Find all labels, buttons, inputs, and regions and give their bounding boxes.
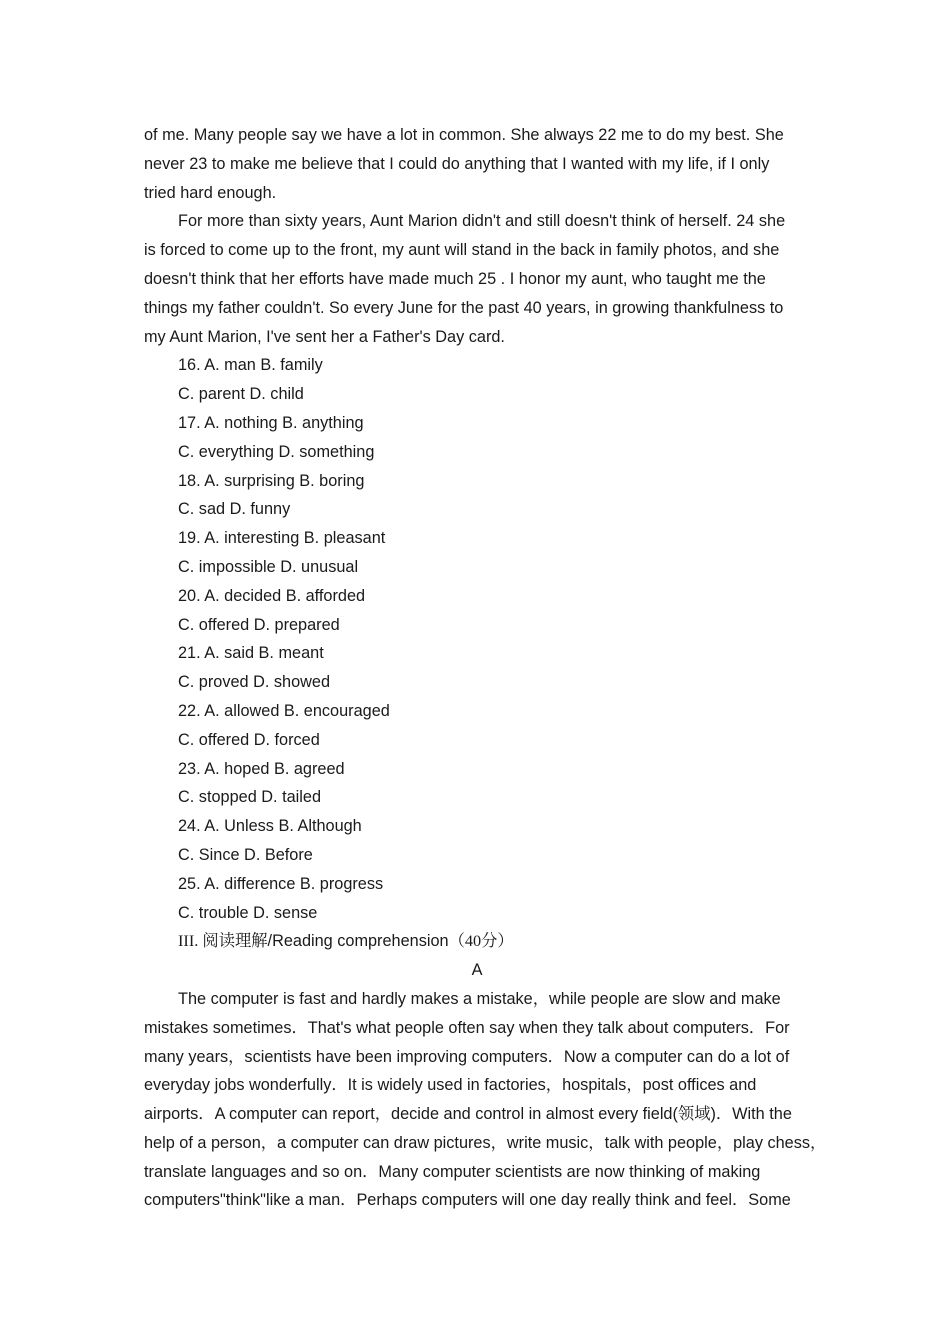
question-options: 20. A. decided B. afforded xyxy=(178,586,366,605)
reading-line: computers"think"like a man．Perhaps computers will one day really think and feel．Some xyxy=(144,1191,791,1210)
passage-label: A xyxy=(471,961,483,980)
question-options: C. parent D. child xyxy=(178,385,304,404)
reading-line: airports．A computer can report，decide and control in almost every field(领域)．With the xyxy=(144,1105,792,1124)
reading-line: many years，scientists have been improving computers．Now a computer can do a lot of xyxy=(144,1047,790,1066)
section-title-en: /Reading comprehension xyxy=(267,932,449,951)
passage-line: never 23 to make me believe that I could do anything that I wanted with my life, if I only xyxy=(144,154,770,173)
document-page xyxy=(144,121,827,1215)
passage-line: my Aunt Marion, I've sent her a Father's Day card. xyxy=(144,327,505,346)
question-options: C. offered D. forced xyxy=(178,730,320,749)
section-points: （40分） xyxy=(448,931,514,951)
question-options: 25. A. difference B. progress xyxy=(178,874,384,893)
question-options: C. sad D. funny xyxy=(178,500,291,519)
passage-line: is forced to come up to the front, my aunt will stand in the back in family photos, and she xyxy=(144,241,780,260)
passage-line: of me. Many people say we have a lot in common. She always 22 me to do my best. She xyxy=(144,126,784,144)
question-options: C. Since D. Before xyxy=(178,845,313,864)
question-options: C. stopped D. tailed xyxy=(178,788,321,807)
section-heading xyxy=(144,927,810,956)
question-options: 17. A. nothing B. anything xyxy=(178,413,364,432)
section-title-cn: 阅读理解 xyxy=(202,931,268,951)
reading-line: translate languages and so on．Many computer scientists are now thinking of making xyxy=(144,1162,761,1181)
passage-line: things my father couldn't. So every June for the past 40 years, in growing thankfulness to xyxy=(144,298,784,317)
question-options: C. proved D. showed xyxy=(178,673,331,692)
question-options: 16. A. man B. family xyxy=(178,356,323,375)
question-options: C. trouble D. sense xyxy=(178,903,318,922)
question-options: 21. A. said B. meant xyxy=(178,644,324,663)
question-options: C. impossible D. unusual xyxy=(178,557,359,576)
question-options: 18. A. surprising B. boring xyxy=(178,471,365,490)
passage-line: For more than sixty years, Aunt Marion didn't and still doesn't think of herself. 24 she xyxy=(178,212,786,231)
reading-line: mistakes sometimes．That's what people often say when they talk about computers．For xyxy=(144,1018,790,1037)
question-options: C. everything D. something xyxy=(178,442,375,461)
question-options: 24. A. Unless B. Although xyxy=(178,817,362,836)
reading-line: The computer is fast and hardly makes a mistake，while people are slow and make xyxy=(178,989,781,1008)
passage-line: tried hard enough. xyxy=(144,183,277,202)
reading-line: everyday jobs wonderfully．It is widely used in factories，hospitals，post offices and xyxy=(144,1076,757,1095)
question-options: 23. A. hoped B. agreed xyxy=(178,759,345,778)
question-options: C. offered D. prepared xyxy=(178,615,340,634)
passage-line: doesn't think that her efforts have made much 25 . I honor my aunt, who taught me the xyxy=(144,269,766,288)
question-options: 22. A. allowed B. encouraged xyxy=(178,701,390,720)
section-numeral: III. xyxy=(178,931,203,951)
reading-line: help of a person，a computer can draw pictures，write music，talk with people，play chess， xyxy=(144,1133,827,1152)
question-options: 19. A. interesting B. pleasant xyxy=(178,529,386,548)
